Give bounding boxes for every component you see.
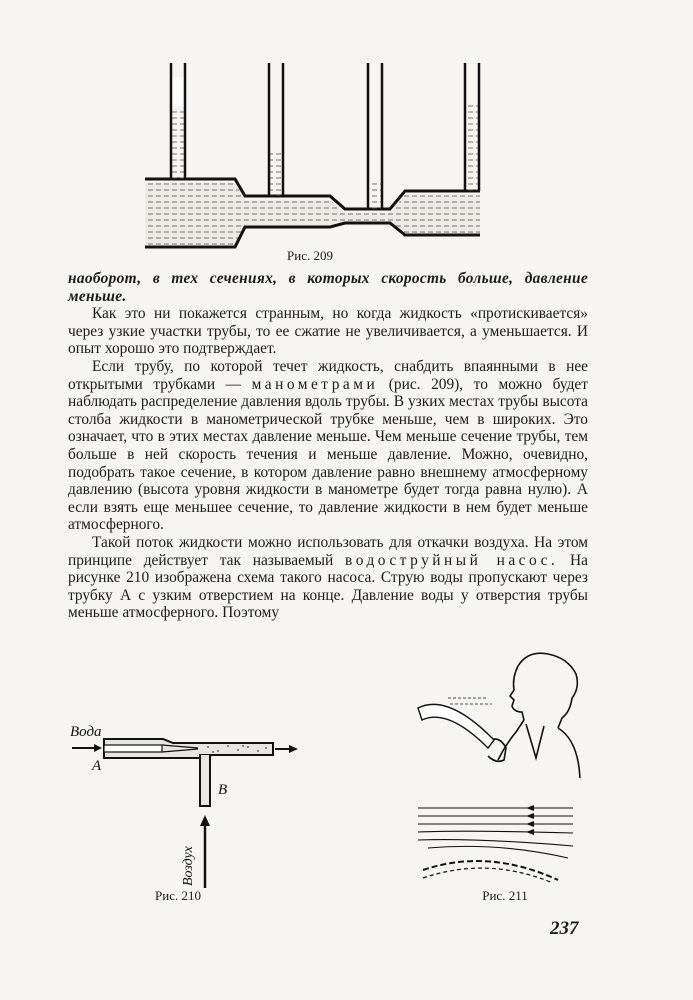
- figure-209-manometers: [140, 55, 500, 250]
- paper-strip: [418, 704, 494, 748]
- paragraph-3-part-a: Такой поток жидкости можно использовать для откачки воздуха. На этом принципе действует так называемый: [68, 533, 588, 569]
- term-water-jet-pump: водоструйный насос.: [345, 551, 559, 569]
- figure-211-boy-blowing: [408, 648, 588, 883]
- paragraph-1: Как это ни покажется странным, но когда жидкость «протискивается» через узкие участки трубы, то ее сжатие не увеличивается, а уменьшается. И опыт хорошо это подтверждает.: [68, 305, 588, 358]
- label-a: А: [92, 758, 102, 774]
- figure-210-water-pump: [68, 718, 318, 893]
- paragraph-3: [68, 534, 588, 622]
- manometer-tube-3: [368, 63, 382, 209]
- side-tube-b: [200, 755, 210, 806]
- manometer-tube-4: [465, 63, 479, 191]
- label-air: Воздух: [181, 846, 196, 886]
- term-manometers: манометрами: [251, 375, 379, 393]
- paragraph-2: [68, 358, 588, 534]
- figure-211-caption: Рис. 211: [482, 888, 528, 903]
- paragraph-2-part-b: (рис. 209), то можно будет наблюдать распределение давления вдоль трубы. В узких местах трубы высота столба жидкости в манометрической трубке меньше, чем в широких. Это означает, что в этих местах давление меньше. Чем меньше сечение трубы, тем больше в ней скорость течения и меньше давление. Можно, очевидно, подобрать такое сечение, в котором давление равно внешнему атмосферному давлению (высота уровня жидкости в манометре будет тогда равна нулю). А если взять еще меньшее сечение, то давление жидкости в нем будет меньше атмосферного.: [68, 375, 588, 534]
- page-number: 237: [550, 918, 579, 939]
- lead-sentence: наоборот, в тех сечениях, в которых скорость больше, давление меньше.: [68, 270, 588, 305]
- paragraph-2-part-a: Если трубу, по которой течет жидкость, снабдить впаянными в нее открытыми трубками —: [68, 357, 588, 393]
- figure-210-caption: Рис. 210: [155, 888, 201, 903]
- nozzle-a: [104, 745, 162, 752]
- label-b: В: [218, 782, 228, 798]
- label-water: Вода: [70, 724, 102, 740]
- manometer-tube-2: [269, 63, 283, 196]
- body-text: [68, 270, 588, 622]
- manometer-tube-1: [171, 63, 185, 179]
- streamlines: [418, 808, 573, 858]
- curved-sheet: [423, 861, 558, 880]
- boy-illustration: [488, 653, 580, 778]
- figure-209-caption: Рис. 209: [287, 248, 333, 263]
- paragraph-3-part-b: На рисунке 210 изображена схема такого насоса. Струю воды пропускают через трубку А с узким отверстием на конце. Давление воды у отверстия трубы меньше атмосферного. Поэтому: [68, 551, 588, 622]
